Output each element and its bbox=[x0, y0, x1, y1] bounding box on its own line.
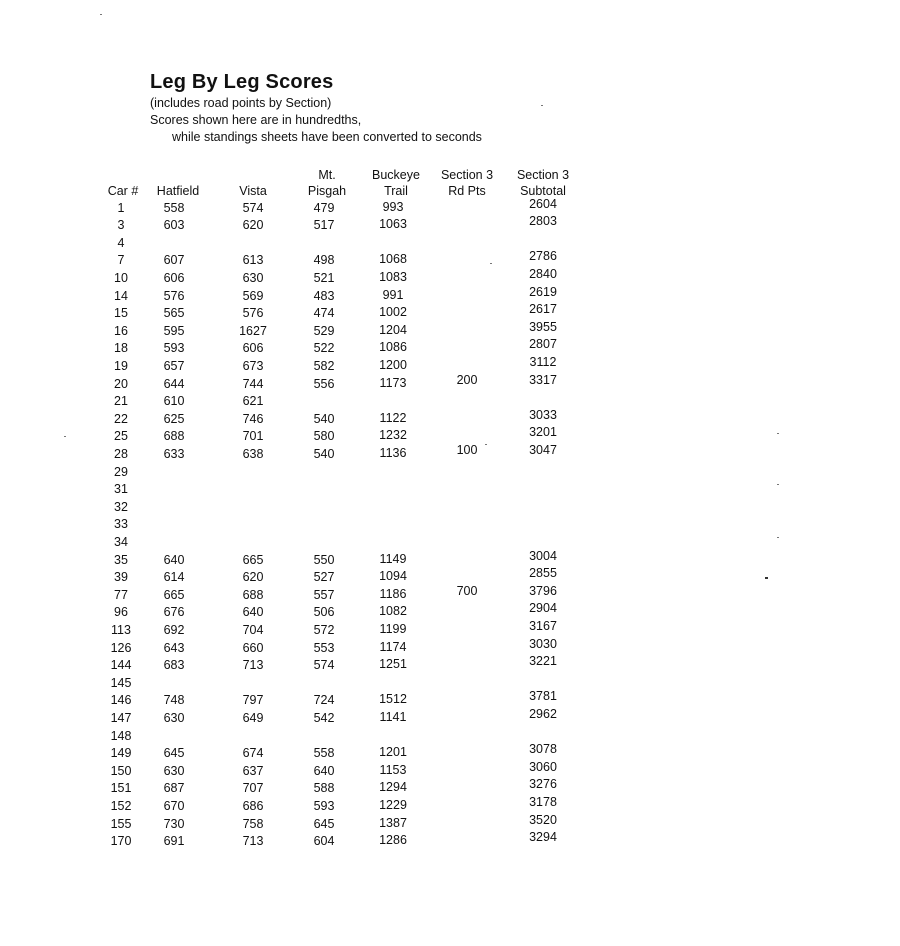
table-row bbox=[0, 517, 900, 533]
cell-car: 1 bbox=[117, 200, 125, 215]
cell-buckeye-trail: 1512 bbox=[379, 692, 407, 707]
cell-mt-pisgah: 557 bbox=[313, 587, 335, 602]
cell-buckeye-trail: 1199 bbox=[379, 621, 407, 636]
cell-car: 3 bbox=[117, 218, 125, 233]
table-row bbox=[0, 777, 900, 797]
cell-hatfield: 614 bbox=[163, 570, 185, 585]
cell-subtotal: 2604 bbox=[529, 196, 557, 211]
cell-vista: 797 bbox=[242, 693, 264, 708]
cell-rd-pts: 200 bbox=[456, 372, 478, 387]
cell-vista: 637 bbox=[242, 763, 264, 778]
cell-car: 147 bbox=[110, 710, 132, 725]
cell-car: 15 bbox=[114, 306, 128, 321]
cell-hatfield: 630 bbox=[163, 763, 185, 778]
cell-vista: 704 bbox=[242, 622, 264, 637]
cell-buckeye-trail: 1094 bbox=[379, 569, 407, 584]
header-rdpts-line2: Rd Pts bbox=[448, 184, 486, 198]
cell-mt-pisgah: 574 bbox=[313, 658, 335, 673]
cell-vista: 613 bbox=[242, 253, 264, 268]
cell-buckeye-trail: 1387 bbox=[379, 815, 407, 830]
cell-buckeye-trail: 1173 bbox=[379, 375, 407, 390]
cell-car: 35 bbox=[114, 552, 128, 567]
cell-subtotal: 2855 bbox=[529, 566, 557, 581]
cell-mt-pisgah: 517 bbox=[313, 218, 335, 233]
table-row bbox=[0, 302, 900, 322]
cell-hatfield: 670 bbox=[163, 798, 185, 813]
cell-mt-pisgah: 580 bbox=[313, 429, 335, 444]
table-row bbox=[0, 319, 900, 340]
cell-subtotal: 2807 bbox=[529, 337, 557, 352]
cell-car: 149 bbox=[110, 746, 132, 761]
scan-speck bbox=[100, 14, 102, 15]
table-row bbox=[0, 548, 900, 569]
cell-buckeye-trail: 993 bbox=[382, 199, 404, 214]
cell-car: 146 bbox=[110, 693, 132, 708]
cell-buckeye-trail: 1083 bbox=[379, 269, 407, 284]
cell-subtotal: 3078 bbox=[529, 742, 557, 757]
scan-speck bbox=[777, 537, 779, 538]
cell-mt-pisgah: 604 bbox=[313, 834, 335, 849]
cell-car: 22 bbox=[114, 411, 128, 426]
table-row bbox=[0, 465, 900, 481]
cell-hatfield: 645 bbox=[163, 746, 185, 761]
cell-mt-pisgah: 553 bbox=[313, 640, 335, 655]
table-row bbox=[0, 706, 900, 727]
cell-hatfield: 748 bbox=[163, 693, 185, 708]
table-row bbox=[0, 759, 900, 780]
table-row bbox=[0, 689, 900, 709]
cell-subtotal: 2617 bbox=[529, 302, 557, 317]
cell-mt-pisgah: 588 bbox=[313, 781, 335, 796]
cell-subtotal: 3221 bbox=[529, 654, 557, 669]
cell-subtotal: 2840 bbox=[529, 266, 557, 281]
cell-vista: 606 bbox=[242, 341, 264, 356]
cell-hatfield: 688 bbox=[163, 429, 185, 444]
cell-vista: 638 bbox=[242, 446, 264, 461]
cell-vista: 574 bbox=[242, 200, 264, 215]
table-row bbox=[0, 535, 900, 551]
cell-hatfield: 606 bbox=[163, 270, 185, 285]
cell-mt-pisgah: 582 bbox=[313, 358, 335, 373]
scan-speck bbox=[490, 263, 492, 264]
cell-subtotal: 3060 bbox=[529, 759, 557, 774]
cell-buckeye-trail: 1141 bbox=[379, 709, 407, 724]
page-title: Leg By Leg Scores bbox=[150, 71, 334, 93]
table-row bbox=[0, 214, 900, 234]
cell-subtotal: 3317 bbox=[529, 372, 557, 387]
cell-car: 18 bbox=[114, 341, 128, 356]
header-subtotal bbox=[507, 167, 579, 199]
cell-buckeye-trail: 1251 bbox=[379, 657, 407, 672]
cell-subtotal: 2803 bbox=[529, 214, 557, 229]
cell-car: 148 bbox=[110, 728, 132, 743]
cell-hatfield: 603 bbox=[163, 218, 185, 233]
cell-car: 96 bbox=[114, 605, 128, 620]
cell-hatfield: 657 bbox=[163, 358, 185, 373]
cell-mt-pisgah: 522 bbox=[313, 341, 335, 356]
scan-speck bbox=[765, 577, 768, 579]
cell-mt-pisgah: 527 bbox=[313, 570, 335, 585]
cell-car: 145 bbox=[110, 675, 132, 690]
cell-buckeye-trail: 1204 bbox=[379, 322, 407, 337]
cell-car: 10 bbox=[114, 270, 128, 285]
table-row bbox=[0, 337, 900, 357]
header-subtotal-line1: Section 3 bbox=[516, 168, 570, 182]
cell-buckeye-trail: 1174 bbox=[379, 639, 407, 654]
cell-subtotal: 3004 bbox=[529, 548, 557, 563]
cell-car: 144 bbox=[110, 658, 132, 673]
header-buckeye-line2: Trail bbox=[384, 184, 408, 198]
cell-vista: 746 bbox=[242, 411, 264, 426]
cell-subtotal: 3796 bbox=[529, 583, 557, 598]
cell-subtotal: 3201 bbox=[529, 425, 557, 440]
cell-hatfield: 730 bbox=[163, 816, 185, 831]
cell-hatfield: 633 bbox=[163, 446, 185, 461]
cell-car: 21 bbox=[114, 394, 128, 409]
header-buckeye-trail bbox=[364, 167, 428, 199]
cell-car: 25 bbox=[114, 429, 128, 444]
cell-buckeye-trail: 1002 bbox=[379, 305, 407, 320]
cell-car: 20 bbox=[114, 376, 128, 391]
cell-car: 34 bbox=[114, 534, 128, 549]
table-row bbox=[0, 394, 900, 410]
table-row bbox=[0, 407, 900, 428]
cell-subtotal: 2786 bbox=[529, 249, 557, 264]
cell-buckeye-trail: 1232 bbox=[379, 428, 407, 443]
cell-vista: 707 bbox=[242, 781, 264, 796]
cell-hatfield: 665 bbox=[163, 587, 185, 602]
cell-buckeye-trail: 1082 bbox=[379, 604, 407, 619]
scan-speck bbox=[777, 433, 779, 434]
cell-subtotal: 3178 bbox=[529, 794, 557, 809]
cell-subtotal: 3112 bbox=[529, 354, 557, 369]
cell-rd-pts: 700 bbox=[456, 583, 478, 598]
header-hatfield bbox=[148, 183, 208, 199]
cell-vista: 649 bbox=[242, 710, 264, 725]
cell-vista: 620 bbox=[242, 570, 264, 585]
cell-buckeye-trail: 1186 bbox=[379, 586, 407, 601]
cell-mt-pisgah: 529 bbox=[313, 323, 335, 338]
header-vista bbox=[228, 183, 278, 199]
cell-car: 32 bbox=[114, 499, 128, 514]
cell-subtotal: 3047 bbox=[529, 442, 557, 457]
cell-vista: 758 bbox=[242, 816, 264, 831]
cell-mt-pisgah: 506 bbox=[313, 605, 335, 620]
table-row bbox=[0, 729, 900, 745]
cell-subtotal: 3294 bbox=[529, 830, 557, 845]
cell-buckeye-trail: 1201 bbox=[379, 745, 407, 760]
table-row bbox=[0, 830, 900, 850]
scan-speck bbox=[64, 436, 66, 437]
cell-mt-pisgah: 540 bbox=[313, 411, 335, 426]
cell-buckeye-trail: 1149 bbox=[379, 551, 407, 566]
cell-buckeye-trail: 1063 bbox=[379, 217, 407, 232]
cell-rd-pts: 100 bbox=[456, 442, 478, 457]
cell-buckeye-trail: 1086 bbox=[379, 340, 407, 355]
table-row bbox=[0, 266, 900, 287]
table-row bbox=[0, 654, 900, 674]
cell-buckeye-trail: 1122 bbox=[379, 410, 407, 425]
table-row bbox=[0, 284, 900, 305]
cell-car: 14 bbox=[114, 288, 128, 303]
cell-hatfield: 691 bbox=[163, 834, 185, 849]
cell-subtotal: 3030 bbox=[529, 636, 557, 651]
subtitle-road-points: (includes road points by Section) bbox=[150, 96, 332, 110]
cell-hatfield: 683 bbox=[163, 658, 185, 673]
cell-mt-pisgah: 540 bbox=[313, 446, 335, 461]
cell-mt-pisgah: 542 bbox=[313, 710, 335, 725]
cell-car: 155 bbox=[110, 816, 132, 831]
cell-subtotal: 3033 bbox=[529, 407, 557, 422]
cell-buckeye-trail: 1294 bbox=[379, 780, 407, 795]
table-row bbox=[0, 601, 900, 621]
cell-car: 113 bbox=[111, 622, 131, 637]
cell-vista: 640 bbox=[242, 605, 264, 620]
table-row bbox=[0, 812, 900, 833]
cell-buckeye-trail: 991 bbox=[382, 287, 404, 302]
cell-vista: 621 bbox=[242, 394, 264, 409]
cell-hatfield: 610 bbox=[163, 394, 185, 409]
cell-subtotal: 3955 bbox=[529, 319, 557, 334]
cell-car: 150 bbox=[110, 763, 132, 778]
cell-vista: 660 bbox=[242, 640, 264, 655]
cell-vista: 674 bbox=[242, 746, 264, 761]
header-car-text: Car # bbox=[107, 184, 139, 198]
cell-hatfield: 630 bbox=[163, 710, 185, 725]
cell-car: 151 bbox=[110, 781, 132, 796]
cell-mt-pisgah: 521 bbox=[313, 270, 335, 285]
cell-hatfield: 640 bbox=[163, 552, 185, 567]
cell-hatfield: 607 bbox=[163, 253, 185, 268]
scan-speck bbox=[541, 105, 543, 106]
cell-subtotal: 3781 bbox=[529, 689, 557, 704]
cell-vista: 665 bbox=[242, 552, 264, 567]
cell-subtotal: 3520 bbox=[529, 812, 557, 827]
header-mt-pisgah-line2: Pisgah bbox=[307, 184, 347, 198]
table-row bbox=[0, 442, 900, 463]
header-subtotal-line2: Subtotal bbox=[520, 184, 566, 198]
subtitle-hundredths: Scores shown here are in hundredths, bbox=[150, 113, 362, 127]
cell-vista: 673 bbox=[242, 358, 264, 373]
cell-car: 4 bbox=[117, 235, 125, 250]
cell-hatfield: 576 bbox=[163, 288, 185, 303]
cell-vista: 713 bbox=[242, 658, 264, 673]
table-row bbox=[0, 249, 900, 269]
cell-car: 152 bbox=[110, 798, 132, 813]
cell-hatfield: 643 bbox=[163, 640, 185, 655]
cell-car: 33 bbox=[114, 517, 128, 532]
subtitle-seconds: while standings sheets have been converted to seconds bbox=[172, 130, 482, 144]
cell-hatfield: 558 bbox=[163, 200, 185, 215]
scan-speck bbox=[777, 484, 779, 485]
cell-buckeye-trail: 1136 bbox=[379, 445, 407, 460]
cell-vista: 620 bbox=[242, 218, 264, 233]
cell-mt-pisgah: 724 bbox=[313, 693, 335, 708]
cell-car: 7 bbox=[117, 253, 125, 268]
cell-hatfield: 593 bbox=[163, 341, 185, 356]
cell-subtotal: 3167 bbox=[529, 618, 557, 633]
header-buckeye-line1: Buckeye bbox=[372, 168, 420, 182]
cell-vista: 630 bbox=[242, 270, 264, 285]
cell-car: 16 bbox=[114, 323, 128, 338]
header-rdpts-line1: Section 3 bbox=[440, 168, 494, 182]
table-row bbox=[0, 636, 900, 657]
cell-mt-pisgah: 593 bbox=[313, 798, 335, 813]
table-row bbox=[0, 583, 900, 604]
cell-car: 170 bbox=[110, 834, 132, 849]
scan-speck bbox=[485, 444, 487, 445]
cell-subtotal: 2904 bbox=[529, 601, 557, 616]
cell-car: 77 bbox=[114, 587, 128, 602]
cell-hatfield: 644 bbox=[163, 376, 185, 391]
cell-hatfield: 595 bbox=[163, 323, 185, 338]
cell-subtotal: 2962 bbox=[529, 706, 557, 721]
cell-hatfield: 565 bbox=[163, 306, 185, 321]
cell-hatfield: 687 bbox=[163, 781, 185, 796]
header-mt-pisgah bbox=[300, 167, 354, 199]
header-mt-pisgah-line1: Mt. bbox=[318, 168, 336, 182]
header-vista-text: Vista bbox=[239, 184, 267, 198]
cell-mt-pisgah: 556 bbox=[313, 376, 335, 391]
cell-buckeye-trail: 1229 bbox=[379, 797, 407, 812]
cell-buckeye-trail: 1200 bbox=[379, 357, 407, 372]
cell-vista: 686 bbox=[242, 798, 264, 813]
cell-car: 19 bbox=[114, 358, 128, 373]
cell-vista: 744 bbox=[242, 376, 264, 391]
cell-car: 126 bbox=[110, 640, 132, 655]
cell-buckeye-trail: 1286 bbox=[379, 833, 407, 848]
header-car bbox=[102, 183, 144, 199]
cell-vista: 1627 bbox=[239, 323, 267, 338]
cell-hatfield: 676 bbox=[163, 605, 185, 620]
cell-mt-pisgah: 479 bbox=[313, 200, 335, 215]
cell-subtotal: 2619 bbox=[529, 284, 557, 299]
cell-vista: 576 bbox=[242, 306, 264, 321]
cell-buckeye-trail: 1068 bbox=[379, 252, 407, 267]
table-row bbox=[0, 482, 900, 498]
cell-mt-pisgah: 498 bbox=[313, 253, 335, 268]
table-row bbox=[0, 676, 900, 692]
table-row bbox=[0, 372, 900, 393]
cell-mt-pisgah: 640 bbox=[313, 763, 335, 778]
cell-hatfield: 692 bbox=[163, 622, 185, 637]
table-row bbox=[0, 742, 900, 762]
cell-vista: 701 bbox=[242, 429, 264, 444]
table-row bbox=[0, 794, 900, 815]
cell-mt-pisgah: 483 bbox=[313, 288, 335, 303]
cell-vista: 713 bbox=[242, 834, 264, 849]
cell-vista: 688 bbox=[242, 587, 264, 602]
cell-mt-pisgah: 645 bbox=[313, 816, 335, 831]
cell-car: 31 bbox=[114, 482, 128, 497]
cell-buckeye-trail: 1153 bbox=[379, 762, 407, 777]
cell-mt-pisgah: 474 bbox=[313, 306, 335, 321]
cell-subtotal: 3276 bbox=[529, 777, 557, 792]
cell-hatfield: 625 bbox=[163, 411, 185, 426]
cell-car: 28 bbox=[114, 446, 128, 461]
cell-car: 29 bbox=[114, 464, 128, 479]
table-row bbox=[0, 236, 900, 252]
header-rd-pts bbox=[431, 167, 503, 199]
cell-mt-pisgah: 558 bbox=[313, 746, 335, 761]
table-row bbox=[0, 196, 900, 217]
header-hatfield-text: Hatfield bbox=[156, 184, 200, 198]
cell-vista: 569 bbox=[242, 288, 264, 303]
cell-car: 39 bbox=[114, 570, 128, 585]
table-row bbox=[0, 618, 900, 639]
cell-mt-pisgah: 550 bbox=[313, 552, 335, 567]
cell-mt-pisgah: 572 bbox=[313, 622, 335, 637]
table-row bbox=[0, 500, 900, 516]
